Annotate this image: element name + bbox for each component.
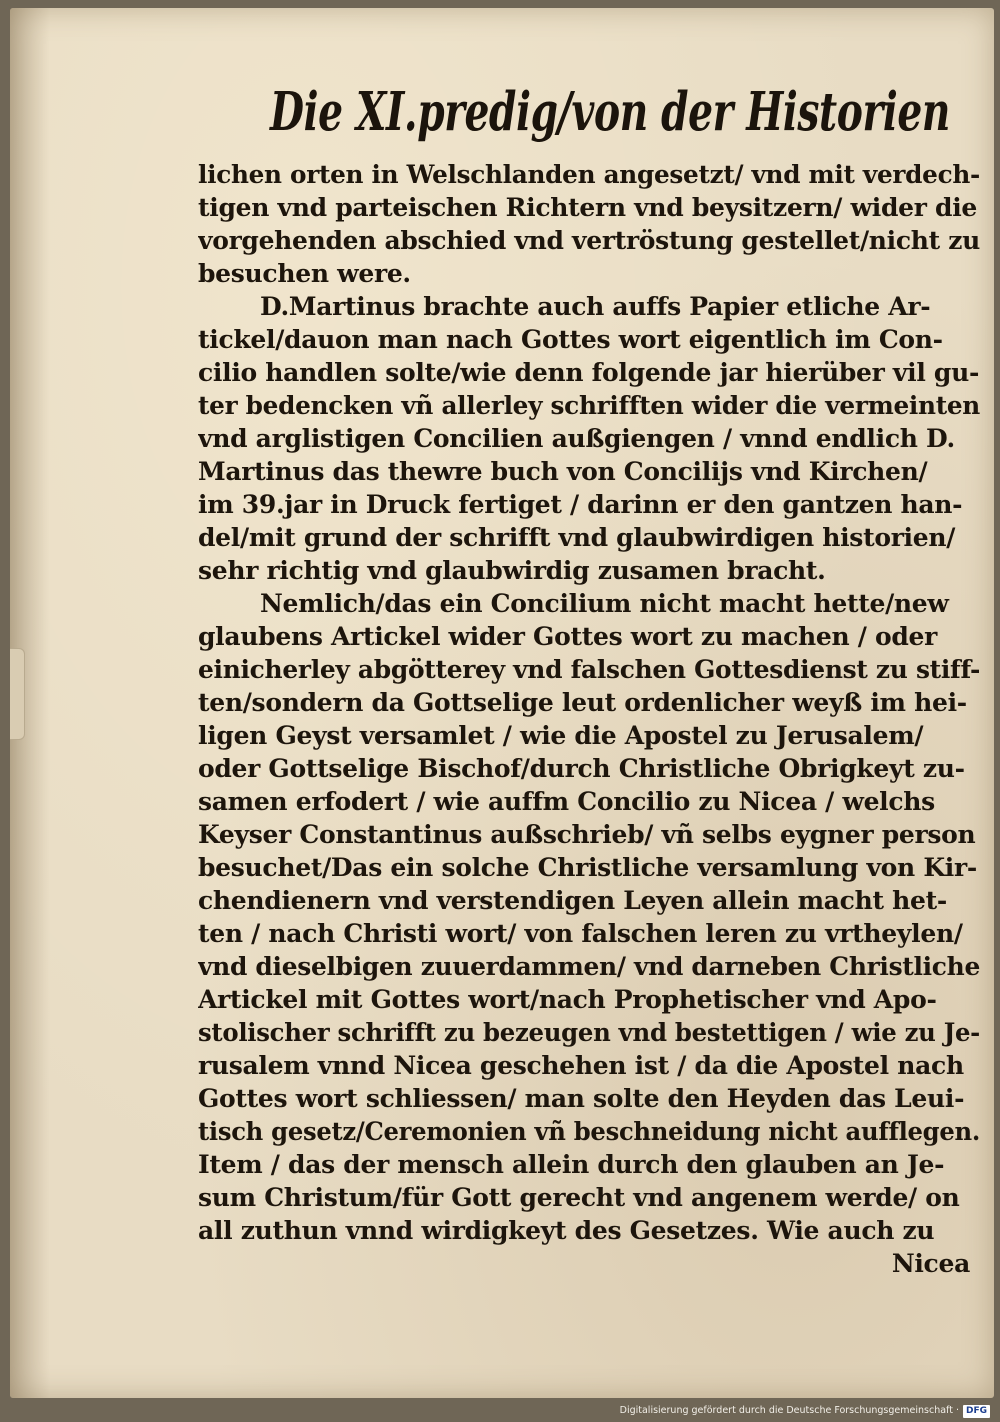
- body-text: [198, 158, 980, 1280]
- text-line: oder Gottselige Bischof/durch Christliche Obrigkeyt zu-: [198, 754, 965, 783]
- footer-credit: [620, 1402, 990, 1420]
- text-line: samen erfodert / wie auffm Concilio zu Nicea / welchs: [198, 787, 935, 816]
- text-line: besuchet/Das ein solche Christliche versamlung von Kir-: [198, 853, 977, 882]
- text-line: vnd dieselbigen zuuerdammen/ vnd darneben Christliche: [198, 952, 980, 981]
- text-line: del/mit grund der schrifft vnd glaubwirdigen historien/: [198, 523, 956, 552]
- text-line: tigen vnd parteischen Richtern vnd beysitzern/ wider die: [198, 193, 978, 222]
- page-heading: Die XI.predig/von der Historien: [270, 81, 950, 143]
- text-line: ter bedencken vñ allerley schrifften wider die vermeinten: [198, 391, 980, 420]
- text-line: chendienern vnd verstendigen Leyen allein macht het-: [198, 886, 947, 915]
- text-line: im 39.jar in Druck fertiget / darinn er den gantzen han-: [198, 490, 963, 519]
- text-line: all zuthun vnnd wirdigkeyt des Gesetzes. Wie auch zu: [198, 1216, 935, 1245]
- page-edge-tab: [10, 648, 25, 740]
- text-line: tickel/dauon man nach Gottes wort eigentlich im Con-: [198, 325, 943, 354]
- text-line: lichen orten in Welschlanden angesetzt/ vnd mit verdech-: [198, 160, 980, 189]
- text-line: besuchen were.: [198, 259, 411, 288]
- text-line: Martinus das thewre buch von Concilijs vnd Kirchen/: [198, 457, 928, 486]
- text-line: D.Martinus brachte auch auffs Papier etliche Ar-: [260, 292, 931, 321]
- text-line: sum Christum/für Gott gerecht vnd angenem werde/ on: [198, 1183, 960, 1212]
- dfg-logo-icon: DFG: [963, 1405, 990, 1418]
- text-line: einicherley abgötterey vnd falschen Gottesdienst zu stiff-: [198, 655, 980, 684]
- text-line: glaubens Artickel wider Gottes wort zu machen / oder: [198, 622, 938, 651]
- text-line: Gottes wort schliessen/ man solte den Heyden das Leui-: [198, 1084, 965, 1113]
- text-line: ligen Geyst versamlet / wie die Apostel zu Jerusalem/: [198, 721, 924, 750]
- text-line: Nicea: [891, 1249, 970, 1278]
- text-line: ten/sondern da Gottselige leut ordenlicher weyß im hei-: [198, 688, 967, 717]
- text-line: sehr richtig vnd glaubwirdig zusamen bracht.: [198, 556, 826, 585]
- text-line: cilio handlen solte/wie denn folgende jar hierüber vil gu-: [198, 358, 980, 387]
- text-line: Keyser Constantinus außschrieb/ vñ selbs eygner person: [198, 820, 976, 849]
- text-line: tisch gesetz/Ceremonien vñ beschneidung nicht aufflegen.: [198, 1117, 980, 1146]
- text-line: Nemlich/das ein Concilium nicht macht hette/new: [260, 589, 949, 618]
- text-line: vnd arglistigen Concilien außgiengen / vnnd endlich D.: [198, 424, 955, 453]
- text-line: rusalem vnnd Nicea geschehen ist / da die Apostel nach: [198, 1051, 964, 1080]
- footer-text: Digitalisierung gefördert durch die Deutsche Forschungsgemeinschaft ·: [619, 1405, 959, 1416]
- text-line: stolischer schrifft zu bezeugen vnd bestettigen / wie zu Je-: [198, 1018, 980, 1047]
- text-line: Artickel mit Gottes wort/nach Prophetischer vnd Apo-: [198, 985, 937, 1014]
- text-line: ten / nach Christi wort/ von falschen leren zu vrtheylen/: [198, 919, 963, 948]
- text-line: vorgehenden abschied vnd vertröstung gestellet/nicht zu: [198, 226, 980, 255]
- text-line: Item / das der mensch allein durch den glauben an Je-: [198, 1150, 945, 1179]
